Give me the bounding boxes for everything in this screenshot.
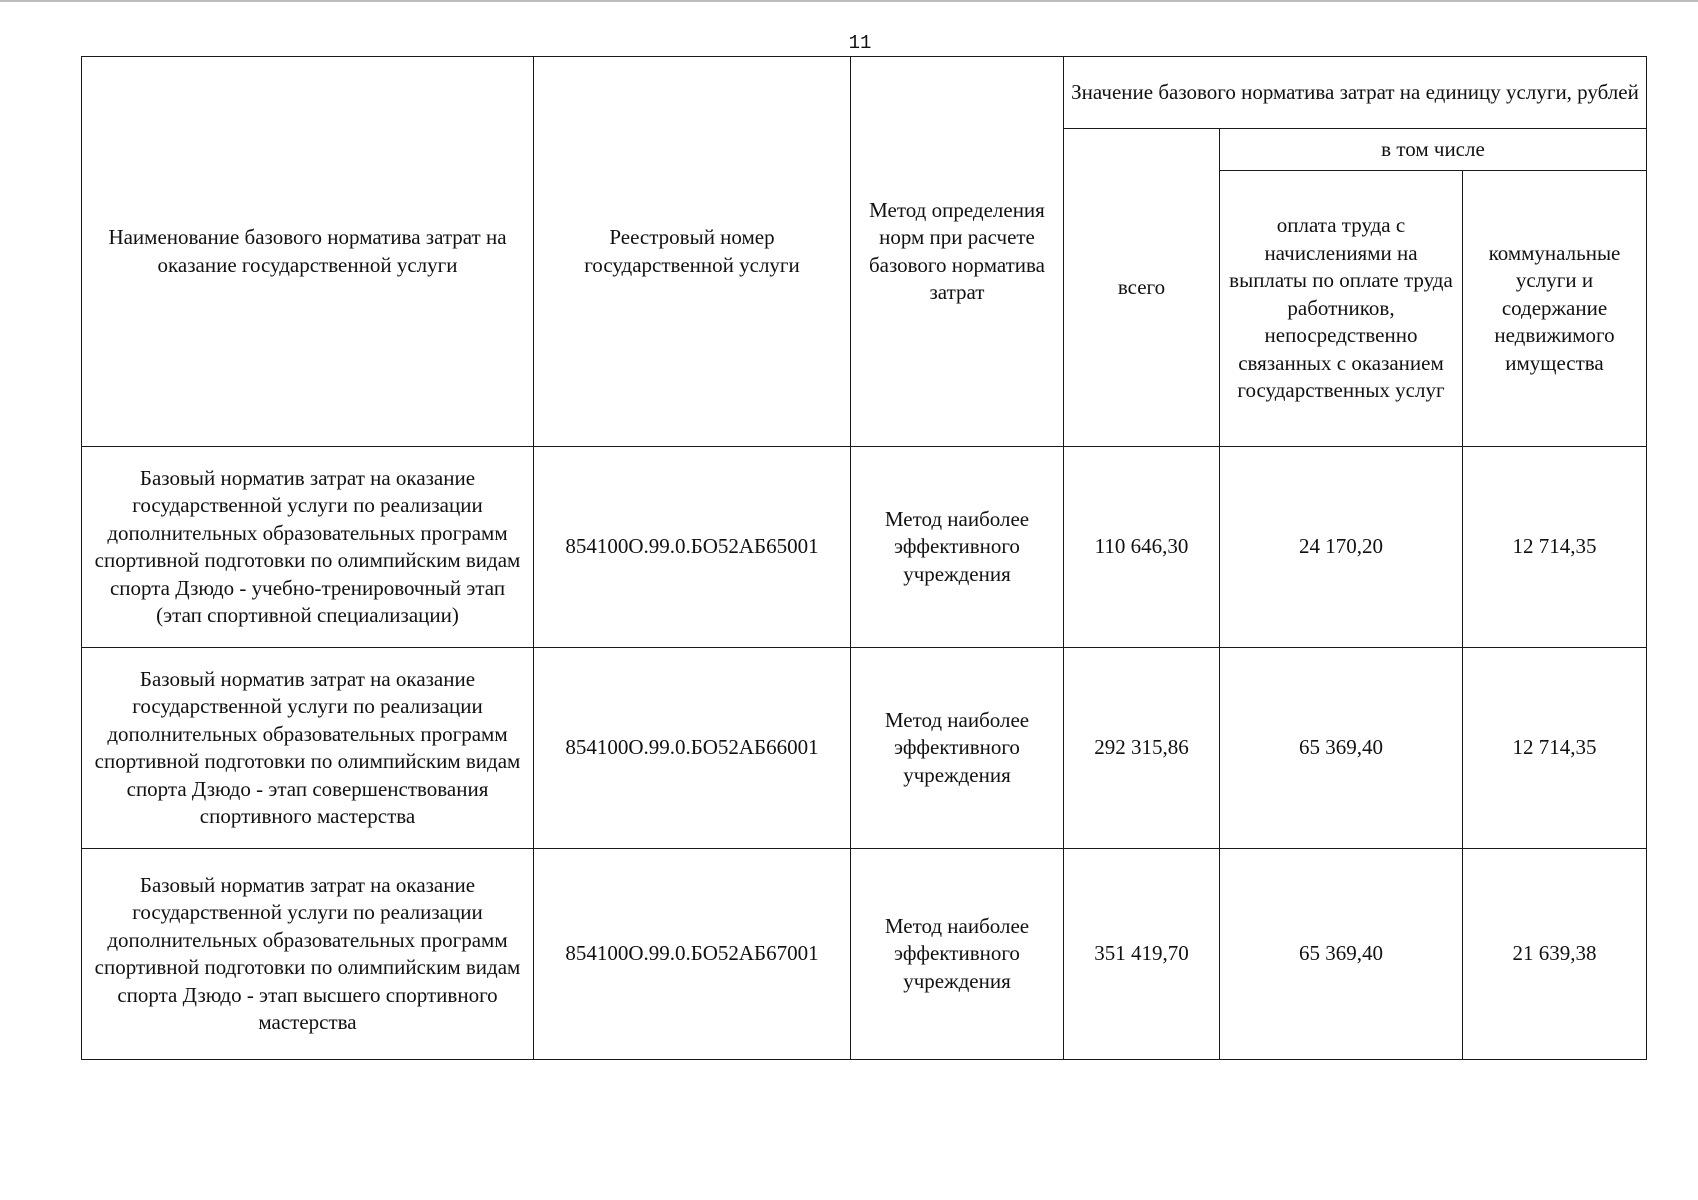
header-total: всего xyxy=(1064,129,1220,447)
cell-method: Метод наиболее эффективного учреждения xyxy=(851,849,1064,1060)
scan-top-edge xyxy=(0,0,1698,2)
header-method: Метод определения норм при расчете базового норматива затрат xyxy=(851,57,1064,447)
cell-registry-number: 854100О.99.0.БО52АБ67001 xyxy=(534,849,851,1060)
cell-utilities: 12 714,35 xyxy=(1463,648,1647,849)
table-header xyxy=(82,57,1647,447)
header-registry-number: Реестровый номер государственной услуги xyxy=(534,57,851,447)
cell-method: Метод наиболее эффективного учреждения xyxy=(851,648,1064,849)
cost-norms-table xyxy=(81,56,1647,1060)
table-row xyxy=(82,849,1647,1060)
table-row xyxy=(82,447,1647,648)
cell-registry-number: 854100О.99.0.БО52АБ65001 xyxy=(534,447,851,648)
cell-norm-name: Базовый норматив затрат на оказание государственной услуги по реализации дополнительных образовательных программ спортивной подготовки по олимпийским видам спорта Дзюдо - этап высшего спортивного мастерства xyxy=(82,849,534,1060)
cell-utilities: 12 714,35 xyxy=(1463,447,1647,648)
cell-registry-number: 854100О.99.0.БО52АБ66001 xyxy=(534,648,851,849)
header-name: Наименование базового норматива затрат на оказание государственной услуги xyxy=(82,57,534,447)
cell-labor-costs: 24 170,20 xyxy=(1220,447,1463,648)
cell-total: 351 419,70 xyxy=(1064,849,1220,1060)
cell-method: Метод наиболее эффективного учреждения xyxy=(851,447,1064,648)
header-value-group: Значение базового норматива затрат на единицу услуги, рублей xyxy=(1064,57,1647,129)
page-number: 11 xyxy=(848,32,872,54)
cell-labor-costs: 65 369,40 xyxy=(1220,648,1463,849)
cell-norm-name: Базовый норматив затрат на оказание государственной услуги по реализации дополнительных образовательных программ спортивной подготовки по олимпийским видам спорта Дзюдо - учебно-тренировочный этап (этап спортивной специализации) xyxy=(82,447,534,648)
cell-utilities: 21 639,38 xyxy=(1463,849,1647,1060)
header-labor-costs: оплата труда с начислениями на выплаты по оплате труда работников, непосредственно связанных с оказанием государственных услуг xyxy=(1220,171,1463,447)
table-body xyxy=(82,447,1647,1060)
cell-total: 292 315,86 xyxy=(1064,648,1220,849)
header-utilities: коммунальные услуги и содержание недвижимого имущества xyxy=(1463,171,1647,447)
table-row xyxy=(82,648,1647,849)
header-including: в том числе xyxy=(1220,129,1647,171)
cell-labor-costs: 65 369,40 xyxy=(1220,849,1463,1060)
cell-norm-name: Базовый норматив затрат на оказание государственной услуги по реализации дополнительных образовательных программ спортивной подготовки по олимпийским видам спорта Дзюдо - этап совершенствования спортивного мастерства xyxy=(82,648,534,849)
cell-total: 110 646,30 xyxy=(1064,447,1220,648)
